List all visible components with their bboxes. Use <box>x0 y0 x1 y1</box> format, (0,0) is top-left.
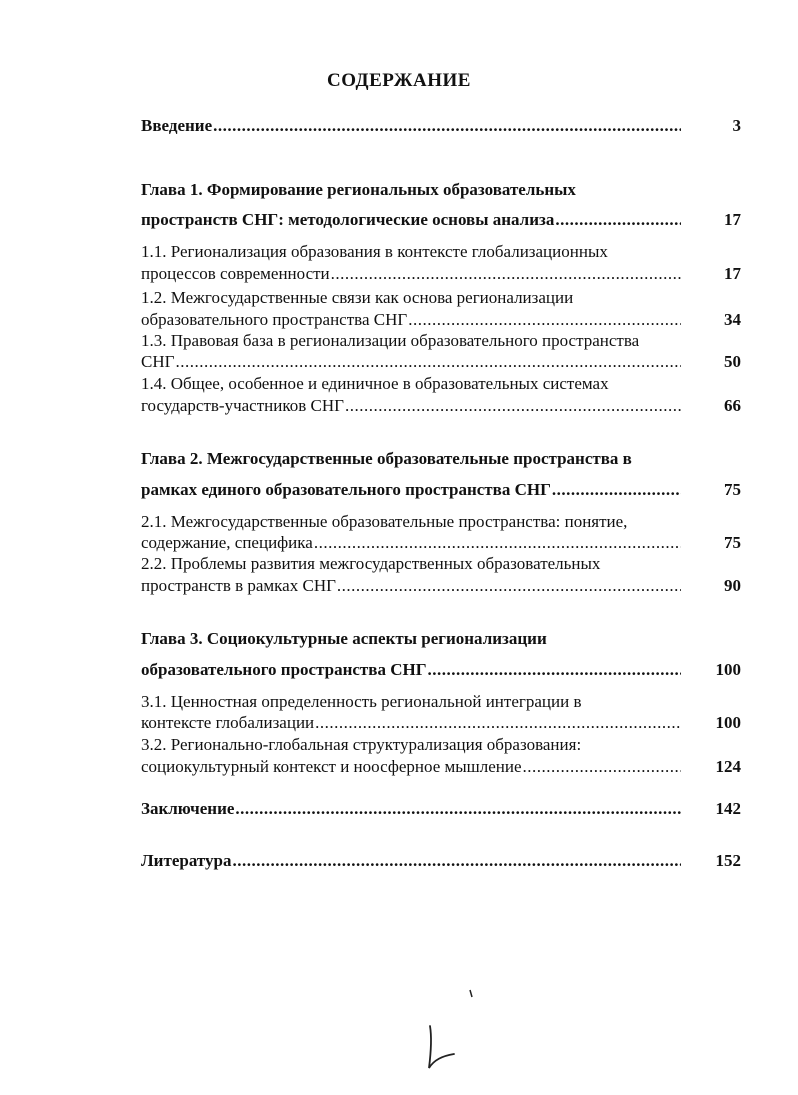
leader-dots <box>408 310 681 330</box>
page-number: 100 <box>715 660 741 679</box>
toc-entry-chapter-1[interactable] <box>141 210 741 230</box>
leader-dots <box>428 660 681 680</box>
page-number: 50 <box>724 352 741 371</box>
leader-dots <box>345 396 681 416</box>
section-2-2-line2: пространств в рамках СНГ <box>141 576 336 595</box>
page-number: 66 <box>724 396 741 415</box>
section-3-1-line1: 3.1. Ценностная определенность региональной интеграции в <box>141 692 582 711</box>
toc-entry-section-2-1[interactable] <box>141 533 741 553</box>
leader-dots <box>235 799 681 819</box>
toc-entry-chapter-3[interactable] <box>141 660 741 680</box>
toc-entry-section-2-2[interactable] <box>141 576 741 596</box>
page-number: 75 <box>724 480 741 499</box>
handwritten-signature-mark <box>420 1020 470 1080</box>
toc-entry-chapter-2[interactable] <box>141 480 741 500</box>
toc-entry-section-1-2[interactable] <box>141 310 741 330</box>
toc-entry-section-1-3[interactable] <box>141 352 741 372</box>
toc-entry-literature[interactable] <box>141 851 741 871</box>
section-1-4-line1: 1.4. Общее, особенное и единичное в образовательных системах <box>141 374 609 393</box>
toc-entry-conclusion[interactable] <box>141 799 741 819</box>
section-1-2-line2: образовательного пространства СНГ <box>141 310 408 329</box>
chapter-1-title-line2: пространств СНГ: методологические основы анализа <box>141 210 555 229</box>
section-3-1-line2: контексте глобализации <box>141 713 315 732</box>
leader-dots <box>213 116 681 136</box>
leader-dots <box>331 264 681 284</box>
section-3-2-line2: социокультурный контекст и ноосферное мышление <box>141 757 522 776</box>
page-number: 152 <box>715 851 741 870</box>
leader-dots <box>315 713 681 733</box>
section-1-1-line2: процессов современности <box>141 264 330 283</box>
leader-dots <box>337 576 681 596</box>
page-number: 142 <box>715 799 741 818</box>
section-1-3-line2: СНГ <box>141 352 175 371</box>
section-1-4-line2: государств-участников СНГ <box>141 396 344 415</box>
leader-dots <box>314 533 681 553</box>
toc-entry-section-3-1[interactable] <box>141 713 741 733</box>
page-title: СОДЕРЖАНИЕ <box>327 70 471 91</box>
chapter-2-title-line1: Глава 2. Межгосударственные образовательные пространства в <box>141 449 632 468</box>
toc-label: Заключение <box>141 799 235 818</box>
toc-entry-section-3-2[interactable] <box>141 757 741 777</box>
section-2-1-line2: содержание, специфика <box>141 533 313 552</box>
chapter-3-title-line1: Глава 3. Социокультурные аспекты регионализации <box>141 629 547 648</box>
section-1-2-line1: 1.2. Межгосударственные связи как основа регионализации <box>141 288 574 307</box>
page-number: 100 <box>715 713 741 732</box>
page-number: 17 <box>724 264 741 283</box>
page-number: 90 <box>724 576 741 595</box>
leader-dots <box>232 851 681 871</box>
toc-entry-section-1-1[interactable] <box>141 264 741 284</box>
section-1-3-line1: 1.3. Правовая база в регионализации образовательного пространства <box>141 331 640 350</box>
page-number: 3 <box>732 116 741 135</box>
chapter-1-title-line1: Глава 1. Формирование региональных образовательных <box>141 180 576 199</box>
section-1-1-line1: 1.1. Регионализация образования в контексте глобализационных <box>141 242 608 261</box>
toc-label: Литература <box>141 851 232 870</box>
leader-dots <box>552 480 681 500</box>
chapter-3-title-line2: образовательного пространства СНГ <box>141 660 427 679</box>
section-3-2-line1: 3.2. Регионально-глобальная структурализация образования: <box>141 735 582 754</box>
chapter-2-title-line2: рамках единого образовательного пространства СНГ <box>141 480 551 499</box>
leader-dots <box>555 210 681 230</box>
section-2-2-line1: 2.2. Проблемы развития межгосударственных образовательных <box>141 554 601 573</box>
page-number: 34 <box>724 310 741 329</box>
leader-dots <box>175 352 681 372</box>
leader-dots <box>523 757 681 777</box>
section-2-1-line1: 2.1. Межгосударственные образовательные пространства: понятие, <box>141 512 628 531</box>
page-number: 75 <box>724 533 741 552</box>
toc-label: Введение <box>141 116 213 135</box>
page-number: 17 <box>724 210 741 229</box>
toc-entry-intro[interactable] <box>141 116 741 136</box>
toc-entry-section-1-4[interactable] <box>141 396 741 416</box>
page-number: 124 <box>715 757 741 776</box>
